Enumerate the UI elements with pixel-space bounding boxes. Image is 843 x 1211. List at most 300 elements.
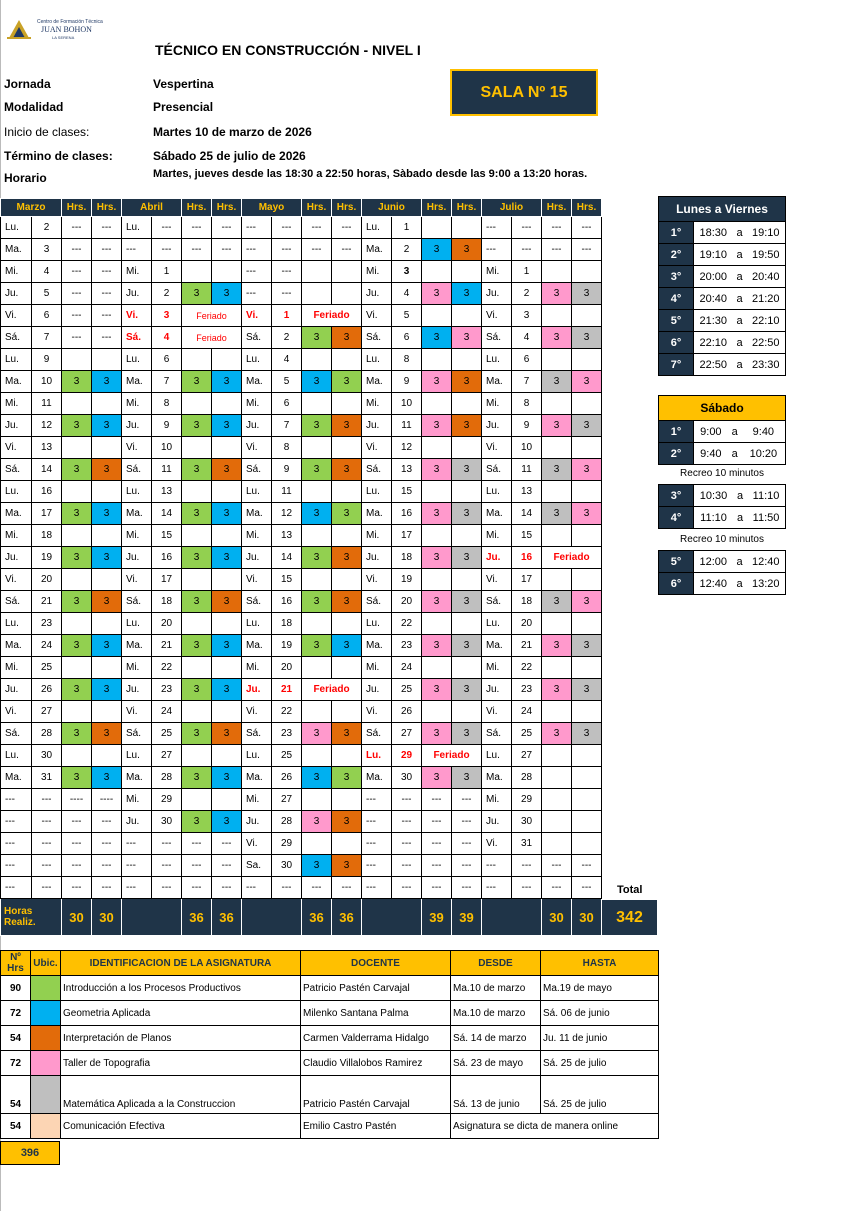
hours-cell (572, 481, 602, 503)
date-cell: --- (272, 877, 302, 899)
end-time: 19:50 (747, 244, 786, 266)
info-value-inicio: Martes 10 de marzo de 2026 (153, 125, 312, 139)
class-hours-cell: 3 (542, 591, 572, 613)
weekday-cell: Vi. (242, 569, 272, 591)
hours-cell (302, 789, 332, 811)
weekday-cell: Mi. (362, 525, 392, 547)
month-hours-total: 30 (62, 899, 92, 936)
class-hours-cell: 3 (182, 635, 212, 657)
class-hours-cell: 3 (422, 767, 452, 789)
hours-cell (452, 525, 482, 547)
date-cell: 19 (32, 547, 62, 569)
weekday-cell: Vi. (1, 701, 32, 723)
hours-cell: --- (422, 833, 452, 855)
subjects-header-name: IDENTIFICACION DE LA ASIGNATURA (61, 951, 301, 976)
hours-cell (452, 657, 482, 679)
schedule-row (659, 222, 786, 244)
date-cell: 25 (272, 745, 302, 767)
weekday-cell: --- (482, 217, 512, 239)
weekday-cell: Sá. (362, 591, 392, 613)
hours-cell: --- (62, 811, 92, 833)
class-hours-cell: 3 (572, 459, 602, 481)
date-cell: 8 (152, 393, 182, 415)
weekday-cell: Vi. (242, 305, 272, 327)
class-hours-cell: 3 (452, 459, 482, 481)
hours-cell (572, 569, 602, 591)
date-cell: 14 (32, 459, 62, 481)
hrs-header: Hrs. (572, 199, 602, 217)
date-cell: 29 (392, 745, 422, 767)
period-number: 5° (659, 551, 694, 573)
date-cell: 18 (32, 525, 62, 547)
hours-cell (332, 657, 362, 679)
date-cell: 8 (272, 437, 302, 459)
weekday-schedule-title: Lunes a Viernes (659, 197, 786, 222)
weekday-cell: Lu. (482, 349, 512, 371)
class-hours-cell: 3 (422, 239, 452, 261)
class-hours-cell: 3 (302, 591, 332, 613)
month-hours-total: 36 (182, 899, 212, 936)
weekday-cell: Vi. (242, 701, 272, 723)
date-cell: --- (392, 833, 422, 855)
weekday-cell: Mi. (242, 657, 272, 679)
weekday-cell: Ju. (122, 283, 152, 305)
hours-cell (572, 657, 602, 679)
subject-from: Sá. 13 de junio (451, 1076, 541, 1114)
calendar-row (1, 745, 602, 767)
end-time: 13:20 (747, 573, 786, 595)
date-cell: 17 (32, 503, 62, 525)
hours-cell (332, 569, 362, 591)
date-cell: 23 (392, 635, 422, 657)
hours-cell (182, 261, 212, 283)
date-cell: 12 (392, 437, 422, 459)
weekday-cell: Lu. (1, 481, 32, 503)
hours-cell: --- (332, 877, 362, 899)
class-hours-cell: 3 (212, 635, 242, 657)
hours-cell (212, 613, 242, 635)
class-hours-cell: 3 (452, 591, 482, 613)
calendar-row (1, 591, 602, 613)
class-hours-cell: 3 (212, 591, 242, 613)
hours-cell (572, 613, 602, 635)
weekday-cell: --- (362, 789, 392, 811)
class-hours-cell: 3 (572, 591, 602, 613)
class-hours-cell: 3 (212, 503, 242, 525)
date-cell: --- (152, 239, 182, 261)
hours-cell (182, 525, 212, 547)
hours-cell (542, 261, 572, 283)
date-cell: 29 (512, 789, 542, 811)
hours-cell (212, 349, 242, 371)
weekday-cell: Vi. (122, 701, 152, 723)
class-hours-cell: 3 (422, 591, 452, 613)
weekday-cell: Mi. (242, 393, 272, 415)
weekday-cell: Lu. (482, 481, 512, 503)
weekday-cell: --- (482, 855, 512, 877)
date-cell: 24 (152, 701, 182, 723)
info-value-termino: Sábado 25 de julio de 2026 (153, 149, 306, 163)
date-cell: 1 (152, 261, 182, 283)
hours-cell (182, 481, 212, 503)
weekday-cell: Ju. (482, 679, 512, 701)
date-cell: 13 (32, 437, 62, 459)
class-hours-cell: 3 (62, 459, 92, 481)
weekday-cell: Sa. (242, 855, 272, 877)
hours-cell (422, 261, 452, 283)
date-cell: 15 (392, 481, 422, 503)
subject-row (1, 1051, 659, 1076)
class-hours-cell: 3 (302, 327, 332, 349)
subject-name: Interpretación de Planos (61, 1026, 301, 1051)
hours-cell: --- (182, 833, 212, 855)
weekday-cell: Ju. (362, 415, 392, 437)
hours-cell (302, 525, 332, 547)
date-cell: 20 (272, 657, 302, 679)
date-cell: 19 (272, 635, 302, 657)
class-hours-cell: 3 (332, 811, 362, 833)
hours-cell (92, 437, 122, 459)
subject-color-swatch (31, 1076, 61, 1114)
date-cell: 28 (272, 811, 302, 833)
weekday-cell: Ju. (1, 415, 32, 437)
start-time: 19:10 (694, 244, 733, 266)
date-cell: 12 (272, 503, 302, 525)
hours-cell (332, 393, 362, 415)
hours-cell: --- (542, 877, 572, 899)
hours-cell: --- (332, 217, 362, 239)
class-hours-cell: 3 (212, 723, 242, 745)
end-time: 9:40 (742, 421, 786, 443)
start-time: 9:40 (694, 443, 728, 465)
date-cell: 1 (512, 261, 542, 283)
hours-cell (452, 217, 482, 239)
subject-online-note: Asignatura se dicta de manera online (451, 1114, 659, 1139)
hours-cell (92, 613, 122, 635)
end-time: 20:40 (747, 266, 786, 288)
hours-cell: --- (62, 327, 92, 349)
date-cell: --- (152, 877, 182, 899)
subject-from: Ma.10 de marzo (451, 1001, 541, 1026)
calendar-totals-row (1, 899, 602, 936)
weekday-cell: Vi. (362, 305, 392, 327)
weekday-cell: Vi. (482, 701, 512, 723)
date-cell: 19 (392, 569, 422, 591)
totals-label (1, 899, 62, 936)
grand-total-label: Total (617, 884, 643, 896)
class-hours-cell: 3 (542, 723, 572, 745)
weekday-cell: Lu. (122, 349, 152, 371)
hours-cell: ---- (62, 789, 92, 811)
month-header-junio: Junio (362, 199, 422, 217)
weekday-cell: Sá. (122, 591, 152, 613)
class-hours-cell: 3 (452, 679, 482, 701)
hours-cell: --- (452, 811, 482, 833)
hours-cell (302, 613, 332, 635)
hours-cell (212, 745, 242, 767)
hours-cell (92, 525, 122, 547)
subject-teacher: Patricio Pastén Carvajal (301, 1076, 451, 1114)
class-hours-cell: 3 (212, 459, 242, 481)
weekday-cell: Sá. (482, 327, 512, 349)
weekday-cell: Ma. (122, 767, 152, 789)
weekday-cell: Ma. (362, 503, 392, 525)
month-hours-total: 36 (332, 899, 362, 936)
hours-cell (422, 305, 452, 327)
month-hours-total: 36 (302, 899, 332, 936)
date-cell: 26 (32, 679, 62, 701)
hours-cell (92, 393, 122, 415)
date-cell: 4 (512, 327, 542, 349)
class-hours-cell: 3 (302, 503, 332, 525)
hrs-header: Hrs. (302, 199, 332, 217)
weekday-cell: Ju. (1, 547, 32, 569)
date-cell: 10 (152, 437, 182, 459)
weekday-cell: Ma. (122, 635, 152, 657)
date-cell: 24 (32, 635, 62, 657)
date-cell: 27 (512, 745, 542, 767)
class-hours-cell: 3 (542, 635, 572, 657)
subject-to: Ju. 11 de junio (541, 1026, 659, 1051)
date-cell: --- (272, 217, 302, 239)
date-cell: --- (392, 877, 422, 899)
class-hours-cell: 3 (422, 723, 452, 745)
hours-cell: --- (572, 217, 602, 239)
holiday-cell: Feriado (182, 305, 242, 327)
subject-row (1, 1076, 659, 1114)
schedule-row (659, 310, 786, 332)
subjects-header-docente: DOCENTE (301, 951, 451, 976)
weekday-cell: Vi. (242, 437, 272, 459)
hours-cell (422, 481, 452, 503)
hours-cell: --- (542, 855, 572, 877)
schedule-row (659, 443, 786, 465)
date-cell: 15 (152, 525, 182, 547)
weekday-cell: Mi. (362, 261, 392, 283)
date-cell: 27 (152, 745, 182, 767)
month-hours-total: 30 (572, 899, 602, 936)
class-hours-cell: 3 (92, 459, 122, 481)
class-hours-cell: 3 (92, 635, 122, 657)
date-cell: 12 (32, 415, 62, 437)
start-time: 22:50 (694, 354, 733, 376)
schedule-row (659, 288, 786, 310)
date-cell: 11 (32, 393, 62, 415)
page-title: TÉCNICO EN CONSTRUCCIÓN - NIVEL I (155, 42, 421, 58)
hours-cell: --- (212, 217, 242, 239)
class-hours-cell: 3 (542, 679, 572, 701)
hours-cell (452, 569, 482, 591)
weekday-cell: Ju. (122, 679, 152, 701)
date-cell: 25 (392, 679, 422, 701)
hrs-header: Hrs. (422, 199, 452, 217)
separator: a (728, 421, 742, 443)
class-hours-cell: 3 (182, 547, 212, 569)
hours-cell (452, 393, 482, 415)
date-cell: 18 (512, 591, 542, 613)
hours-cell (542, 525, 572, 547)
weekday-cell: Ju. (242, 415, 272, 437)
weekday-cell: Lu. (242, 745, 272, 767)
weekday-cell: Ma. (482, 635, 512, 657)
weekday-cell: Mi. (482, 789, 512, 811)
date-cell: 2 (512, 283, 542, 305)
subject-to: Sá. 25 de julio (541, 1051, 659, 1076)
separator: a (733, 244, 747, 266)
date-cell: 25 (152, 723, 182, 745)
weekday-cell: Ma. (242, 503, 272, 525)
hours-cell (572, 833, 602, 855)
weekday-cell: Vi. (1, 569, 32, 591)
date-cell: 5 (272, 371, 302, 393)
date-cell: 11 (152, 459, 182, 481)
weekday-cell: Mi. (482, 393, 512, 415)
weekday-cell: Lu. (122, 217, 152, 239)
date-cell: 10 (392, 393, 422, 415)
subject-to: Sá. 06 de junio (541, 1001, 659, 1026)
logo-line1: Centro de Formación Técnica (37, 19, 103, 25)
date-cell: 30 (272, 855, 302, 877)
hours-cell (572, 437, 602, 459)
hours-cell (332, 613, 362, 635)
weekday-cell: Lu. (362, 613, 392, 635)
date-cell: 20 (512, 613, 542, 635)
hours-cell (542, 767, 572, 789)
start-time: 20:00 (694, 266, 733, 288)
totals-spacer (482, 899, 542, 936)
date-cell: 23 (152, 679, 182, 701)
hours-cell: --- (452, 855, 482, 877)
weekday-cell: --- (1, 789, 32, 811)
hours-cell: --- (62, 283, 92, 305)
period-number: 1° (659, 421, 694, 443)
hours-cell (542, 305, 572, 327)
schedule-row (659, 266, 786, 288)
weekday-cell: --- (362, 833, 392, 855)
hours-cell: --- (182, 217, 212, 239)
subject-name: Introducción a los Procesos Productivos (61, 976, 301, 1001)
class-hours-cell: 3 (332, 327, 362, 349)
weekday-cell: Ju. (362, 679, 392, 701)
class-hours-cell: 3 (212, 415, 242, 437)
hours-cell (542, 701, 572, 723)
start-time: 11:10 (694, 507, 734, 529)
separator: a (733, 266, 747, 288)
weekday-cell: --- (242, 261, 272, 283)
month-header-mayo: Mayo (242, 199, 302, 217)
hours-cell: --- (182, 855, 212, 877)
date-cell: 27 (392, 723, 422, 745)
hours-cell: --- (302, 877, 332, 899)
calendar-row (1, 503, 602, 525)
class-hours-cell: 3 (62, 415, 92, 437)
class-hours-cell: 3 (332, 767, 362, 789)
date-cell: 24 (392, 657, 422, 679)
end-time: 11:10 (747, 485, 785, 507)
class-hours-cell: 3 (572, 503, 602, 525)
weekday-cell: Vi. (482, 833, 512, 855)
subject-from: Sá. 23 de mayo (451, 1051, 541, 1076)
calendar-header-row (1, 199, 602, 217)
class-hours-cell: 3 (182, 767, 212, 789)
weekday-cell: Lu. (1, 349, 32, 371)
class-hours-cell: 3 (212, 283, 242, 305)
weekday-cell: Ma. (362, 239, 392, 261)
weekday-cell: --- (362, 855, 392, 877)
date-cell: 16 (152, 547, 182, 569)
hrs-header: Hrs. (212, 199, 242, 217)
class-hours-cell: 3 (182, 591, 212, 613)
weekday-cell: --- (1, 855, 32, 877)
subject-hours: 90 (1, 976, 31, 1001)
hours-cell (212, 525, 242, 547)
date-cell: 2 (392, 239, 422, 261)
subject-from: Ma.10 de marzo (451, 976, 541, 1001)
class-hours-cell: 3 (422, 415, 452, 437)
date-cell: 10 (32, 371, 62, 393)
date-cell: --- (512, 217, 542, 239)
class-hours-cell: 3 (62, 503, 92, 525)
date-cell: 5 (32, 283, 62, 305)
weekday-cell: Sá. (242, 723, 272, 745)
hours-cell (542, 613, 572, 635)
hours-cell: --- (422, 855, 452, 877)
schedule-row (659, 485, 786, 507)
weekday-cell: Ma. (1, 239, 32, 261)
class-hours-cell: 3 (572, 723, 602, 745)
hours-cell: --- (92, 283, 122, 305)
hours-cell (572, 305, 602, 327)
calendar-row (1, 855, 602, 877)
class-hours-cell: 3 (452, 767, 482, 789)
start-time: 10:30 (694, 485, 734, 507)
date-cell: 6 (392, 327, 422, 349)
hours-cell (212, 569, 242, 591)
weekday-cell: Sá. (1, 591, 32, 613)
date-cell: 16 (512, 547, 542, 569)
weekday-cell: Ma. (1, 371, 32, 393)
subject-hours: 54 (1, 1076, 31, 1114)
weekday-cell: Vi. (122, 569, 152, 591)
holiday-cell: Feriado (422, 745, 482, 767)
class-hours-cell: 3 (92, 679, 122, 701)
date-cell: 6 (512, 349, 542, 371)
date-cell: --- (272, 239, 302, 261)
weekday-cell: Ma. (122, 503, 152, 525)
class-hours-cell: 3 (542, 371, 572, 393)
date-cell: 6 (272, 393, 302, 415)
separator: a (733, 288, 747, 310)
schedule-row (659, 244, 786, 266)
weekday-cell: Ju. (122, 811, 152, 833)
date-cell: 7 (512, 371, 542, 393)
hours-cell: --- (62, 239, 92, 261)
date-cell: 21 (32, 591, 62, 613)
class-hours-cell: 3 (182, 459, 212, 481)
calendar-row (1, 877, 602, 899)
hours-cell: --- (542, 239, 572, 261)
weekday-cell: --- (482, 239, 512, 261)
hours-cell (572, 745, 602, 767)
hours-cell (182, 349, 212, 371)
weekday-schedule (658, 196, 786, 376)
period-number: 7° (659, 354, 694, 376)
weekday-cell: Ma. (362, 767, 392, 789)
weekday-cell: Mi. (482, 657, 512, 679)
end-time: 10:20 (742, 443, 786, 465)
hours-cell (62, 745, 92, 767)
date-cell: 9 (152, 415, 182, 437)
